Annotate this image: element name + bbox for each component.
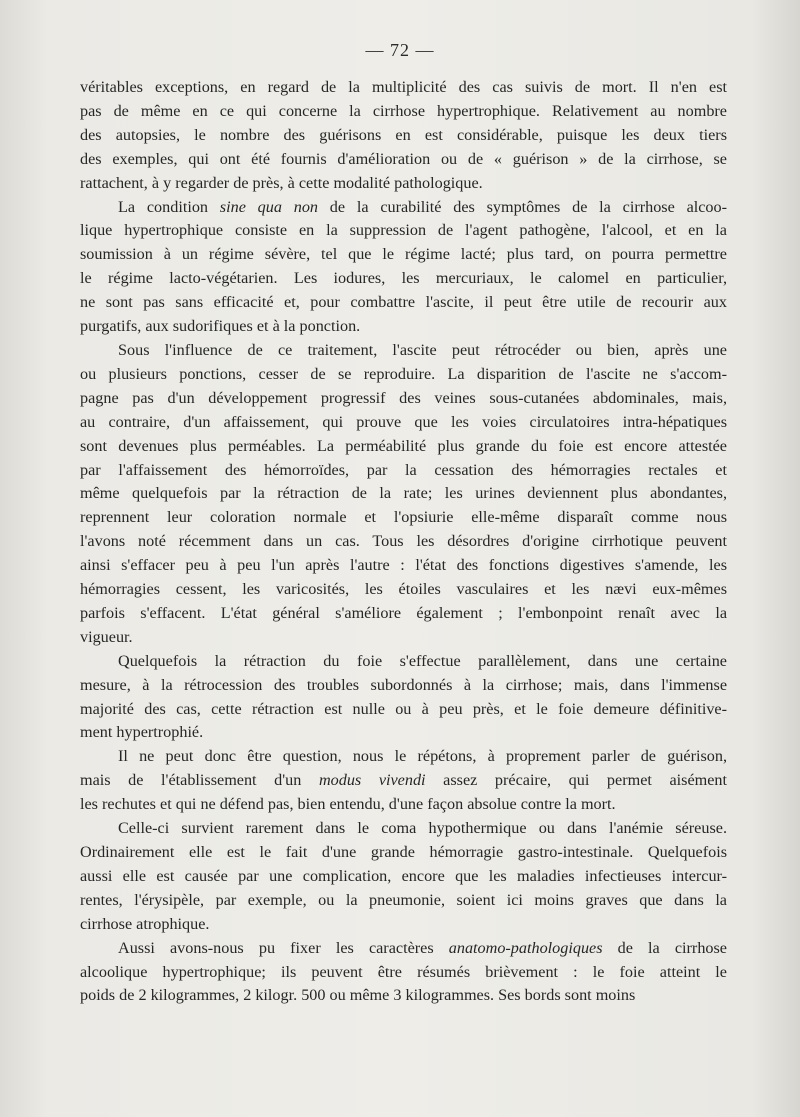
text-line: Il ne peut donc être question, nous le répétons, à proprement parler de guérison, [118,747,727,766]
text-line: parfois s'effacent. L'état général s'améliore également ; l'embonpoint renaît avec la [80,603,727,622]
paragraph [80,76,727,196]
text-line: soumission à un régime sévère, tel que le régime lacté; plus tard, on pourra permettre [80,245,727,264]
text-line: aussi elle est causée par une complication, encore que les maladies infectieuses intercur- [80,866,727,885]
text-line: rattachent, à y regarder de près, à cette modalité pathologique. [80,173,483,192]
paragraph [80,937,727,1009]
text-line: par l'affaissement des hémorroïdes, par la cessation des hémorragies rectales et [80,460,727,479]
text-line: sont devenues plus perméables. La perméabilité plus grande du foie est encore attestée [80,436,727,455]
paragraph [80,817,727,937]
text-line: Sous l'influence de ce traitement, l'ascite peut rétrocéder ou bien, après une [118,340,727,359]
text-line: pagne pas d'un développement progressif des veines sous-cutanées abdominales, mais, [80,388,727,407]
body-text [80,76,727,1008]
text-line: pas de même en ce qui concerne la cirrhose hypertrophique. Relativement au nombre [80,101,727,120]
paragraph [80,745,727,817]
text-line: ainsi s'effacer peu à peu l'un après l'autre : l'état des fonctions digestives s'amende, les [80,556,727,575]
text-line: reprennent leur coloration normale et l'opsiurie elle-même disparaît comme nous [80,508,727,527]
paragraph [80,650,727,746]
text-line: Ordinairement elle est le fait d'une grande hémorragie gastro-intestinale. Quelquefois [80,843,727,861]
text-line: au contraire, d'un affaissement, qui prouve que les voies circulatoires intra-hépatiques [80,412,727,431]
text-line: ne sont pas sans efficacité et, pour combattre l'ascite, il peut être utile de recourir aux [80,293,727,312]
page-number: — 72 — [365,40,435,60]
text-line: La condition sine qua non de la curabilité des symptômes de la cirrhose alcoo- [118,197,728,216]
text-line: vigueur. [80,627,133,646]
text-line: lique hypertrophique consiste en la suppression de l'agent pathogène, l'alcool, et en la [80,221,727,240]
text-line: Aussi avons-nous pu fixer les caractères anatomo-pathologiques de la cirrhose [118,938,727,957]
text-line: mesure, à la rétrocession des troubles subordonnés à la cirrhose; mais, dans l'immense [80,675,727,694]
text-line: rentes, l'érysipèle, par exemple, ou la pneumonie, soient ici moins graves que dans la [80,890,727,909]
text-line: des autopsies, le nombre des guérisons en est considérable, puisque les deux tiers [80,125,727,144]
text-line: majorité des cas, cette rétraction est nulle ou à peu près, et le foie demeure définitive- [80,699,727,718]
italic-phrase: sine qua non [219,197,319,216]
text-line: même quelquefois par la rétraction de la rate; les urines deviennent plus abondantes, [80,484,727,503]
text-line: Celle-ci survient rarement dans le coma hypothermique ou dans l'anémie séreuse. [118,819,727,838]
text-line: cirrhose atrophique. [80,914,210,933]
text-line: poids de 2 kilogrammes, 2 kilogr. 500 ou même 3 kilogrammes. Ses bords sont moins [80,986,636,1005]
text-line: le régime lacto-végétarien. Les iodures, les mercuriaux, le calomel en particulier, [80,269,727,288]
italic-phrase: modus vivendi [318,771,426,790]
text-line: mais de l'établissement d'un modus vivendi assez précaire, qui permet aisément [80,771,727,790]
text-line: Quelquefois la rétraction du foie s'effectue parallèlement, dans une certaine [118,651,727,670]
text-line: hémorragies cessent, les varicosités, les étoiles vasculaires et les nævi eux-mêmes [80,580,727,599]
text-line: alcoolique hypertrophique; ils peuvent être résumés brièvement : le foie atteint le [80,962,727,981]
italic-phrase: anatomo-pathologiques [448,938,603,957]
paragraph [80,196,727,339]
paragraph [80,339,727,650]
text-line: des exemples, qui ont été fournis d'amélioration ou de « guérison » de la cirrhose, se [80,149,727,168]
text-line: purgatifs, aux sudorifiques et à la ponction. [80,317,361,336]
text-line: ment hypertrophié. [80,723,204,742]
text-line: véritables exceptions, en regard de la multiplicité des cas suivis de mort. Il n'en est [80,78,727,96]
text-line: ou plusieurs ponctions, cesser de se reproduire. La disparition de l'ascite ne s'accom- [80,364,727,383]
text-line: les rechutes et qui ne défend pas, bien entendu, d'une façon absolue contre la mort. [80,795,616,814]
text-line: l'avons noté récemment dans un cas. Tous les désordres d'origine cirrhotique peuvent [80,532,727,551]
